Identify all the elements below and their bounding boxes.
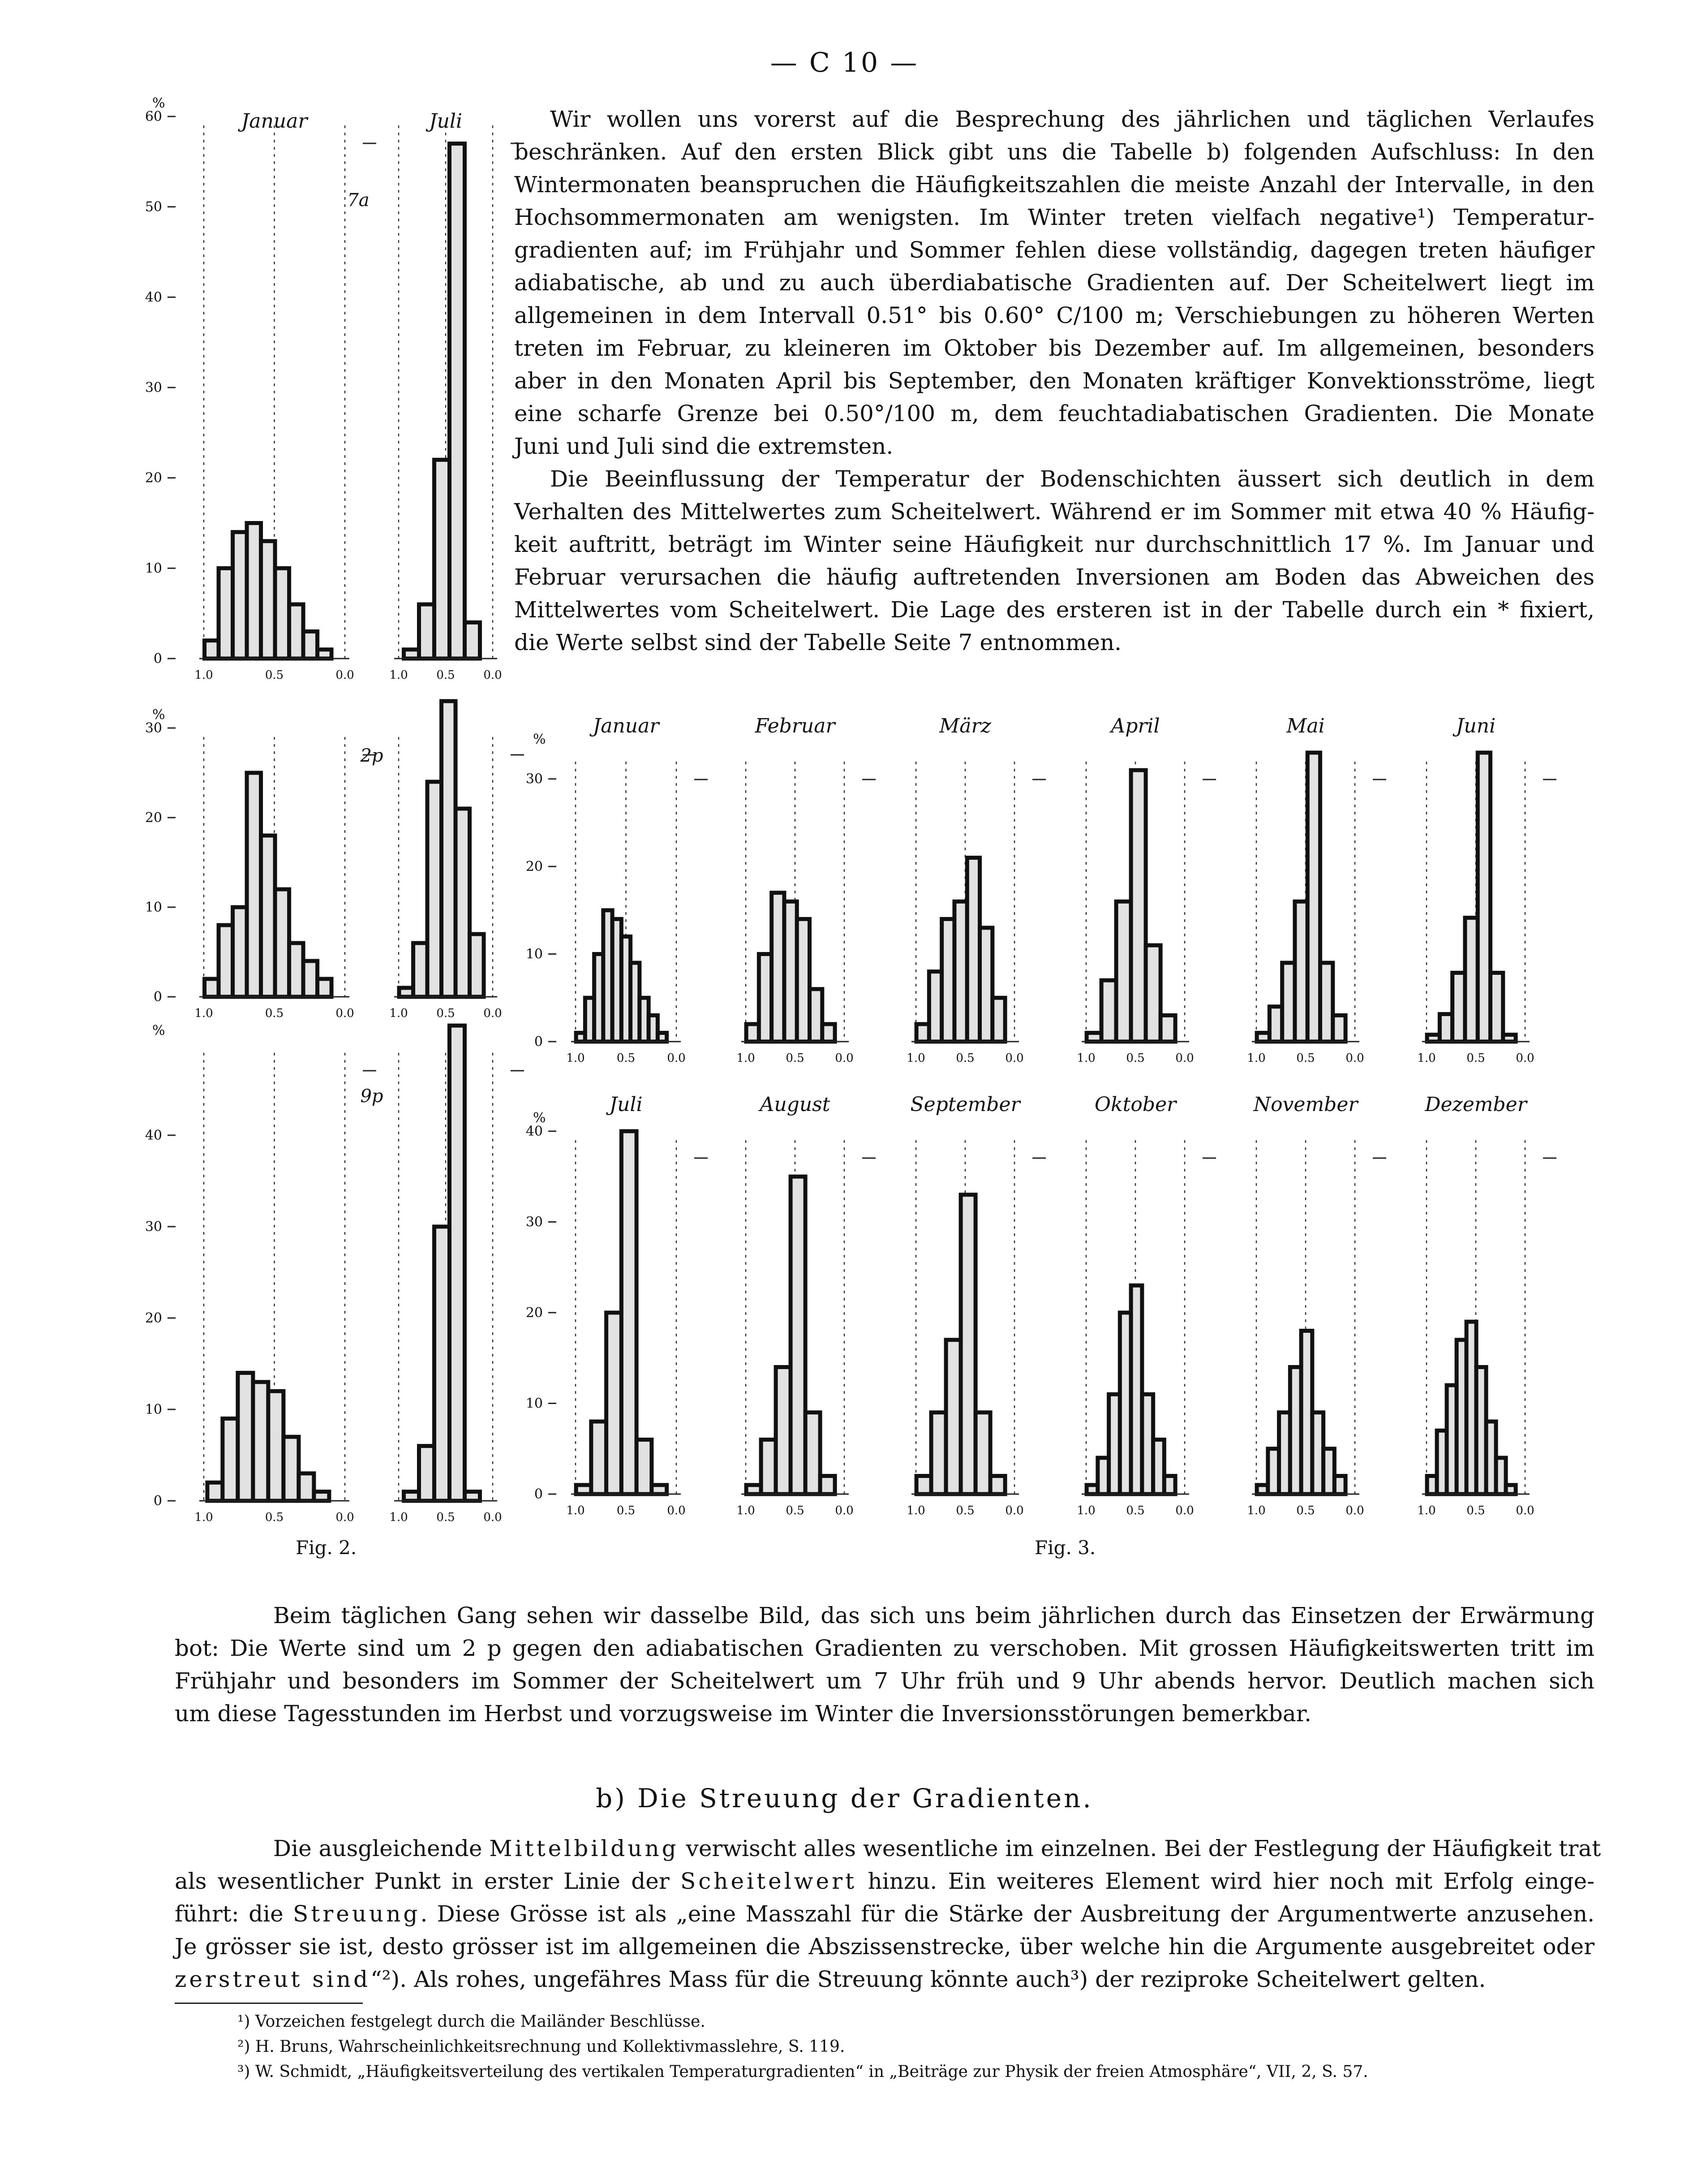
histogram-bar bbox=[450, 1025, 465, 1501]
y-axis-unit: % bbox=[152, 95, 165, 111]
histogram-bar bbox=[1087, 1033, 1101, 1042]
histogram-bar bbox=[658, 1033, 666, 1042]
text-line: eine scharfe Grenze bei 0.50°/100 m, dem feuchtadiabatischen Gradienten. Die Monate bbox=[514, 401, 1594, 426]
daily-paragraph bbox=[175, 1599, 1594, 1730]
x-tick-label: 0.0 bbox=[1516, 1051, 1534, 1065]
x-tick-label: 0.0 bbox=[483, 1007, 502, 1020]
text-line: führt: die Streuung. Diese Grösse ist als „eine Masszahl für die Stärke der Ausbreitung der Argumentwerte anzusehen. bbox=[175, 1901, 1595, 1927]
y-axis-unit: % bbox=[152, 707, 165, 723]
x-tick-label: 0.0 bbox=[835, 1051, 854, 1065]
panel-title: Januar bbox=[241, 110, 308, 133]
row-label: 9p bbox=[360, 1086, 383, 1107]
footnote: ¹) Vorzeichen festgelegt durch die Mailänder Beschlüsse. bbox=[237, 2012, 705, 2031]
histogram-bar bbox=[404, 1492, 419, 1501]
row-label: 7a bbox=[347, 190, 370, 211]
x-tick-label: 0.5 bbox=[786, 1504, 804, 1517]
histogram-bar bbox=[247, 523, 261, 659]
histogram-bar bbox=[946, 1340, 961, 1494]
x-tick-label: 1.0 bbox=[1247, 1504, 1266, 1517]
histogram-bar bbox=[776, 1367, 791, 1495]
histogram-bar bbox=[261, 836, 275, 997]
histogram-bar bbox=[993, 998, 1005, 1042]
x-tick-label: 0.0 bbox=[1345, 1504, 1364, 1517]
panel-title: Oktober bbox=[1094, 1093, 1177, 1116]
histogram-bar bbox=[303, 961, 318, 997]
histogram-bar bbox=[652, 1485, 667, 1494]
x-tick-label: 0.0 bbox=[1005, 1504, 1024, 1517]
page-number: — C 10 — bbox=[770, 47, 919, 78]
histogram-bar bbox=[434, 460, 450, 659]
histogram-bar bbox=[318, 650, 332, 659]
x-tick-label: 0.5 bbox=[1126, 1051, 1145, 1065]
row-label: 2p bbox=[360, 745, 383, 766]
x-tick-label: 1.0 bbox=[1077, 1504, 1096, 1517]
y-tick-label: 40 bbox=[145, 1128, 162, 1143]
text-line: Februar verursachen die häufig auftretenden Inversionen am Boden das Abweichen des bbox=[514, 564, 1594, 590]
histogram-bar bbox=[465, 622, 480, 659]
x-tick-label: 1.0 bbox=[736, 1051, 755, 1065]
histogram-bar bbox=[219, 925, 233, 997]
x-tick-label: 1.0 bbox=[907, 1051, 925, 1065]
x-tick-label: 0.5 bbox=[265, 1511, 284, 1524]
histogram-bar bbox=[1333, 1015, 1345, 1042]
histogram-bar bbox=[1101, 980, 1116, 1042]
histogram-bar bbox=[931, 1413, 946, 1494]
text-line: treten im Februar, zu kleineren im Oktober bis Dezember auf. Im allgemeinen, besonders bbox=[514, 335, 1594, 361]
histogram-bar bbox=[976, 1413, 990, 1494]
histogram-bar bbox=[746, 1485, 761, 1494]
y-tick-label: 10 bbox=[525, 1396, 543, 1412]
x-tick-label: 0.0 bbox=[1175, 1051, 1194, 1065]
x-tick-label: 0.5 bbox=[1296, 1051, 1315, 1065]
x-tick-label: 1.0 bbox=[194, 1511, 213, 1524]
histogram-bar bbox=[434, 1227, 450, 1501]
text-line: adiabatische, ab und zu auch überdiabatische Gradienten auf. Der Scheitelwert liegt im bbox=[514, 270, 1594, 296]
y-tick-label: 10 bbox=[525, 946, 543, 962]
y-tick-label: 0 bbox=[153, 989, 162, 1005]
x-tick-label: 1.0 bbox=[907, 1504, 925, 1517]
histogram-bar bbox=[303, 632, 318, 659]
x-tick-label: 0.5 bbox=[1296, 1504, 1315, 1517]
y-tick-label: 30 bbox=[525, 1214, 543, 1230]
y-tick-label: 40 bbox=[145, 289, 162, 306]
text-line: Mittelwertes vom Scheitelwert. Die Lage des ersteren ist in der Tabelle durch ein * fixiert, bbox=[514, 597, 1594, 623]
histogram-bar bbox=[223, 1418, 238, 1501]
histogram-bar bbox=[822, 1024, 835, 1042]
y-tick-label: 0 bbox=[153, 651, 162, 667]
text-line: beschränken. Auf den ersten Blick gibt uns die Tabelle b) folgenden Aufschluss: In den bbox=[514, 139, 1594, 165]
text-line: Juni und Juli sind die extremsten. bbox=[514, 433, 894, 459]
histogram-bar bbox=[621, 1131, 636, 1494]
histogram-bar bbox=[1506, 1485, 1516, 1494]
y-tick-label: 40 bbox=[525, 1124, 543, 1139]
histogram-bar bbox=[576, 1485, 591, 1494]
text-line: Wintermonaten beanspruchen die Häufigkeitszahlen die meiste Anzahl der Intervalle, in den bbox=[514, 172, 1594, 198]
histogram-bar bbox=[1131, 770, 1146, 1042]
x-tick-label: 0.0 bbox=[1516, 1504, 1534, 1517]
histogram-bar bbox=[238, 1373, 253, 1501]
histogram-bar bbox=[916, 1476, 931, 1495]
x-tick-label: 1.0 bbox=[389, 1007, 408, 1020]
panel-title: November bbox=[1253, 1093, 1358, 1116]
x-tick-label: 1.0 bbox=[566, 1051, 585, 1065]
histogram-bar bbox=[606, 1313, 622, 1494]
x-tick-label: 0.5 bbox=[1466, 1051, 1485, 1065]
x-tick-label: 1.0 bbox=[389, 668, 408, 682]
y-axis-unit: % bbox=[533, 1110, 546, 1126]
y-tick-label: 30 bbox=[525, 771, 543, 787]
x-tick-label: 0.5 bbox=[786, 1051, 804, 1065]
histogram-bar bbox=[299, 1473, 314, 1501]
text-line: Wir wollen uns vorerst auf die Besprechung des jährlichen und täglichen Verlaufes bbox=[550, 106, 1594, 132]
histogram-bar bbox=[961, 1195, 976, 1494]
histogram-bar bbox=[399, 988, 413, 997]
y-tick-label: 30 bbox=[145, 380, 162, 396]
histogram-bar bbox=[419, 604, 434, 659]
text-line: als wesentlicher Punkt in erster Linie der Scheitelwert hinzu. Ein weiteres Element wird hier noch mit Erfolg einge- bbox=[175, 1868, 1594, 1894]
x-tick-label: 0.5 bbox=[956, 1051, 975, 1065]
y-tick-label: 20 bbox=[525, 859, 543, 875]
histogram-bar bbox=[636, 1440, 652, 1495]
x-tick-label: 0.5 bbox=[436, 1511, 455, 1524]
x-tick-label: 0.0 bbox=[335, 1007, 354, 1020]
histogram-bar bbox=[289, 604, 304, 659]
x-tick-label: 0.0 bbox=[835, 1504, 854, 1517]
histogram-bar bbox=[805, 1413, 820, 1494]
emphasis: Streuung bbox=[292, 1901, 421, 1927]
histogram-bar bbox=[247, 773, 261, 997]
histogram-bar bbox=[820, 1476, 835, 1495]
histogram-bar bbox=[1491, 973, 1503, 1042]
panel-title: August bbox=[760, 1093, 830, 1116]
histogram-bar bbox=[207, 1482, 223, 1501]
x-tick-label: 0.5 bbox=[616, 1051, 636, 1065]
text-line: Frühjahr und besonders im Sommer der Scheitelwert um 7 Uhr früh und 9 Uhr abends hervor. Deutlich machen sich bbox=[175, 1668, 1594, 1694]
y-tick-label: 0 bbox=[153, 1493, 162, 1509]
text-line: bot: Die Werte sind um 2 p gegen den adiabatischen Gradienten zu verschoben. Mit grossen Häufigkeitswerten tritt im bbox=[175, 1635, 1594, 1661]
histogram-bar bbox=[1334, 1476, 1345, 1495]
x-tick-label: 0.0 bbox=[1175, 1504, 1194, 1517]
histogram-bar bbox=[419, 1446, 434, 1501]
y-tick-label: 20 bbox=[145, 1310, 162, 1326]
x-tick-label: 0.0 bbox=[1345, 1051, 1364, 1065]
histogram-bar bbox=[990, 1476, 1005, 1495]
histogram-bar bbox=[205, 641, 219, 659]
histogram-bar bbox=[450, 144, 465, 659]
emphasis: Scheitelwert bbox=[680, 1868, 857, 1894]
text-line: Verhalten des Mittelwertes zum Scheitelwert. Während er im Sommer mit etwa 40 % Häufig- bbox=[514, 499, 1594, 525]
histogram-bar bbox=[761, 1440, 776, 1495]
panel-title: Mai bbox=[1286, 715, 1325, 737]
x-tick-label: 0.5 bbox=[1466, 1504, 1485, 1517]
histogram-bar bbox=[1164, 1476, 1175, 1495]
text-line: Je grösser sie ist, desto grösser ist im allgemeinen die Abszissenstrecke, über welche hin die Argumente ausgebreitet oder bbox=[175, 1934, 1594, 1960]
histogram-bar bbox=[268, 1391, 284, 1501]
footnote-rule bbox=[175, 2003, 363, 2004]
x-tick-label: 0.0 bbox=[667, 1504, 686, 1517]
panel-title: März bbox=[939, 715, 991, 737]
y-tick-label: 20 bbox=[525, 1305, 543, 1321]
footnote: ²) H. Bruns, Wahrscheinlichkeitsrechnung und Kollektivmasslehre, S. 119. bbox=[237, 2038, 845, 2056]
x-tick-label: 0.5 bbox=[1126, 1504, 1145, 1517]
x-tick-label: 1.0 bbox=[194, 1007, 213, 1020]
x-tick-label: 0.5 bbox=[436, 668, 455, 682]
text-line: aber in den Monaten April bis September, den Monaten kräftiger Konvektionsströme, liegt bbox=[514, 368, 1594, 394]
histogram-bar bbox=[470, 934, 484, 997]
histogram-bar bbox=[275, 568, 289, 659]
fig3-caption: Fig. 3. bbox=[1035, 1537, 1096, 1559]
text-line: Beim täglichen Gang sehen wir dasselbe Bild, das sich uns beim jährlichen durch das Einsetzen der Erwärmung bbox=[273, 1602, 1594, 1628]
footnotes bbox=[237, 2009, 1368, 2085]
panel-title: Juli bbox=[429, 110, 463, 133]
x-tick-label: 0.5 bbox=[956, 1504, 975, 1517]
panel-title: April bbox=[1111, 715, 1160, 737]
histogram-bar bbox=[205, 979, 219, 997]
histogram-bar bbox=[284, 1437, 299, 1501]
y-tick-label: 60 bbox=[145, 109, 162, 125]
text-line: allgemeinen in dem Intervall 0.51° bis 0.60° C/100 m; Verschiebungen zu höheren Werten bbox=[514, 302, 1594, 328]
x-tick-label: 1.0 bbox=[1077, 1051, 1096, 1065]
text-line: zerstreut sind“²). Als rohes, ungefähres Mass für die Streuung könnte auch³) der reziproke Scheitelwert gelten. bbox=[175, 1966, 1486, 1992]
x-tick-label: 1.0 bbox=[389, 1511, 408, 1524]
x-tick-label: 0.5 bbox=[436, 1007, 455, 1020]
x-tick-label: 1.0 bbox=[1417, 1051, 1436, 1065]
x-tick-label: 1.0 bbox=[1417, 1504, 1436, 1517]
panel-title: September bbox=[910, 1093, 1020, 1116]
y-tick-label: 20 bbox=[145, 810, 162, 826]
histogram-bar bbox=[1503, 1035, 1516, 1042]
x-tick-label: 1.0 bbox=[194, 668, 213, 682]
histogram-bar bbox=[427, 782, 442, 997]
text-line: Die Beeinflussung der Temperatur der Bodenschichten äussert sich deutlich in dem bbox=[550, 466, 1594, 492]
x-tick-label: 0.0 bbox=[667, 1051, 686, 1065]
emphasis: Mittelbildung bbox=[489, 1835, 679, 1861]
fig2-caption: Fig. 2. bbox=[296, 1537, 357, 1559]
y-tick-label: 0 bbox=[534, 1034, 543, 1050]
histogram-bar bbox=[314, 1492, 329, 1501]
histogram-bar bbox=[791, 1176, 805, 1494]
x-tick-label: 1.0 bbox=[566, 1504, 585, 1517]
x-tick-label: 0.0 bbox=[483, 1511, 502, 1524]
text-line: Die ausgleichende Mittelbildung verwischt alles wesentliche im einzelnen. Bei der Festlegung der Häufigkeit trat bbox=[273, 1835, 1601, 1861]
y-tick-label: 50 bbox=[145, 199, 162, 215]
y-tick-label: 30 bbox=[145, 720, 162, 736]
y-tick-label: 20 bbox=[145, 470, 162, 486]
y-tick-label: 10 bbox=[145, 900, 162, 915]
histogram-bar bbox=[404, 650, 419, 659]
panel-title: Januar bbox=[593, 715, 659, 737]
histogram-bar bbox=[591, 1422, 606, 1494]
histogram-bar bbox=[465, 1492, 480, 1501]
y-tick-label: 10 bbox=[145, 560, 162, 577]
x-tick-label: 0.0 bbox=[483, 668, 502, 682]
footnote: ³) W. Schmidt, „Häufigkeitsverteilung des vertikalen Temperaturgradienten“ in „Beiträge zur Physik der freien Atmosphäre“, VII, 2, S. 57. bbox=[237, 2063, 1368, 2081]
text-line: gradienten auf; im Frühjahr und Sommer fehlen diese vollständig, dagegen treten häufiger bbox=[514, 237, 1594, 263]
histogram-bar bbox=[318, 979, 332, 997]
histogram-bar bbox=[1146, 945, 1160, 1042]
histogram-bar bbox=[233, 532, 247, 659]
x-tick-label: 0.5 bbox=[265, 668, 284, 682]
histogram-bar bbox=[1160, 1015, 1175, 1042]
histogram-bar bbox=[413, 943, 428, 997]
x-tick-label: 0.0 bbox=[1005, 1051, 1024, 1065]
panel-title: Dezember bbox=[1425, 1093, 1527, 1116]
x-tick-label: 0.5 bbox=[265, 1007, 284, 1020]
x-tick-label: 0.0 bbox=[335, 668, 354, 682]
panel-title: Juli bbox=[609, 1093, 643, 1116]
text-line: keit auftritt, beträgt im Winter seine Häufigkeit nur durchschnittlich 17 %. Im Januar und bbox=[514, 531, 1594, 557]
x-tick-label: 0.5 bbox=[616, 1504, 636, 1517]
text-line: die Werte selbst sind der Tabelle Seite 7 entnommen. bbox=[514, 629, 1122, 655]
x-tick-label: 1.0 bbox=[1247, 1051, 1266, 1065]
section-heading: b) Die Streuung der Gradienten. bbox=[596, 1783, 1093, 1814]
x-tick-label: 1.0 bbox=[736, 1504, 755, 1517]
panel-title: Februar bbox=[755, 715, 835, 737]
text-line: um diese Tagesstunden im Herbst und vorzugsweise im Winter die Inversionsstörungen bemerkbar. bbox=[175, 1701, 1311, 1727]
y-tick-label: 10 bbox=[145, 1402, 162, 1417]
histogram-bar bbox=[233, 907, 247, 997]
text-line: Hochsommermonaten am wenigsten. Im Winter treten vielfach negative¹) Temperatur- bbox=[514, 204, 1594, 230]
histogram-bar bbox=[219, 568, 233, 659]
histogram-bar bbox=[442, 701, 456, 997]
histogram-bar bbox=[1116, 901, 1131, 1042]
streuung-paragraph bbox=[175, 1832, 1601, 1996]
y-tick-label: 0 bbox=[534, 1486, 543, 1502]
y-axis-unit: % bbox=[152, 1023, 165, 1038]
emphasis: zerstreut sind bbox=[175, 1966, 371, 1992]
histogram-bar bbox=[253, 1382, 268, 1501]
panel-title: Juni bbox=[1456, 715, 1496, 737]
x-tick-label: 0.0 bbox=[335, 1511, 354, 1524]
y-axis-unit: % bbox=[533, 732, 546, 747]
histogram-bar bbox=[456, 809, 470, 997]
histogram-bar bbox=[289, 943, 304, 997]
histogram-bar bbox=[261, 541, 275, 659]
y-tick-label: 30 bbox=[145, 1219, 162, 1235]
histogram-bar bbox=[275, 889, 289, 997]
